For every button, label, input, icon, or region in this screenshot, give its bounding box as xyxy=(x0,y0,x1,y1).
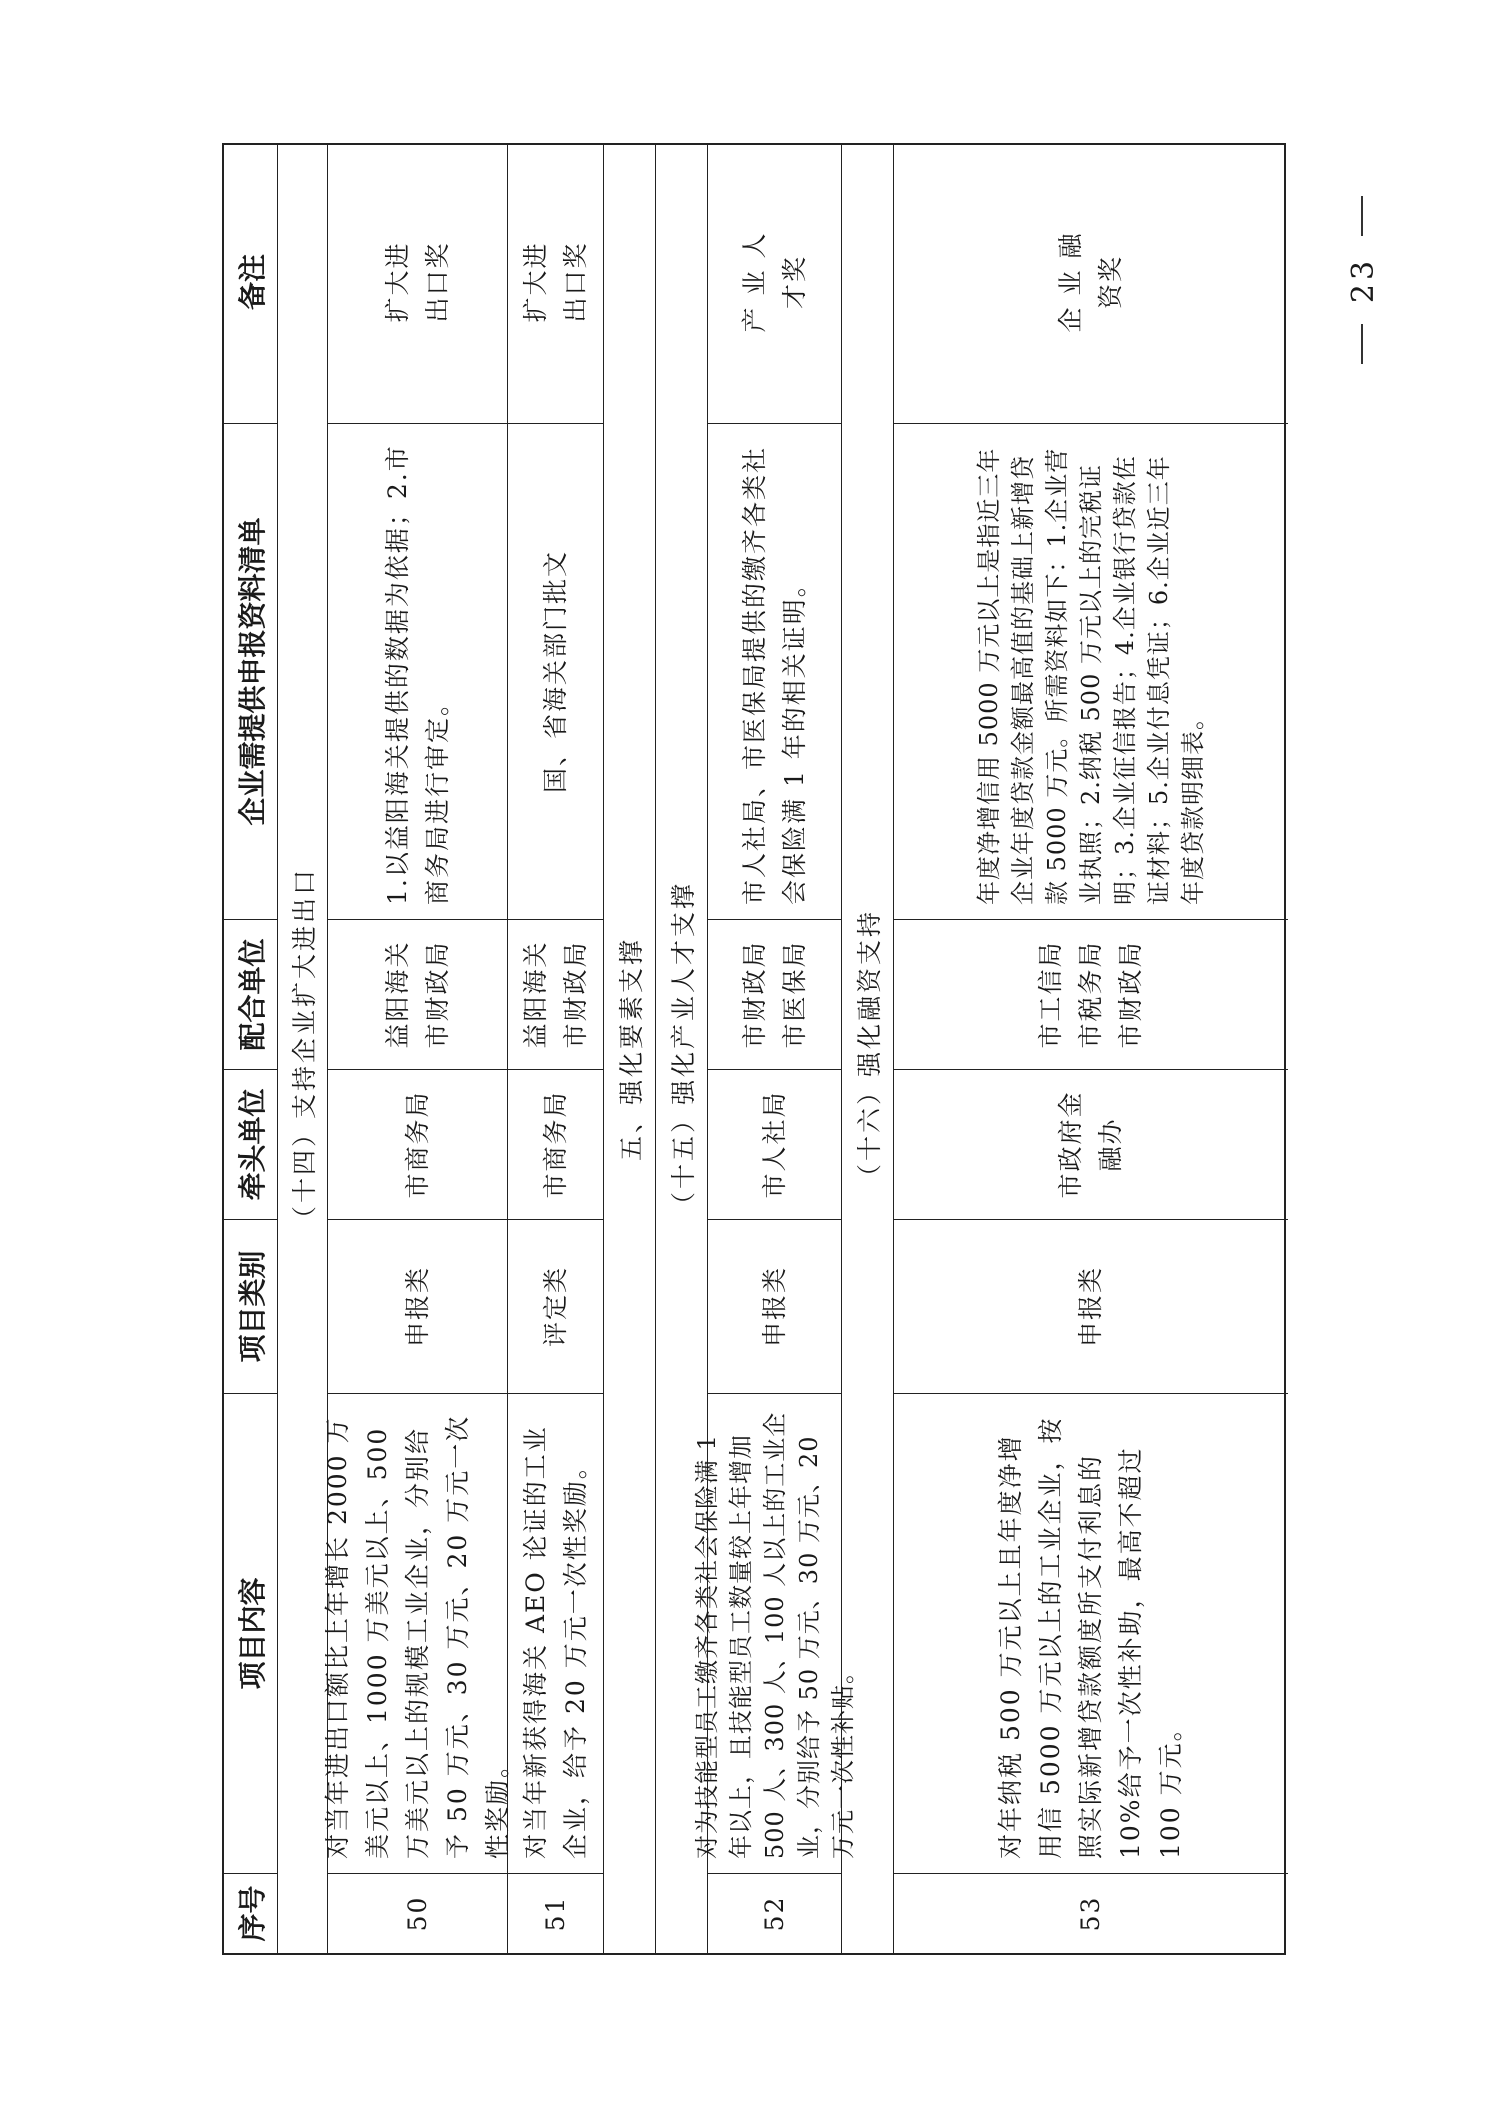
cell-remarks: 产 业 人 才奖 xyxy=(739,231,809,333)
section-row-5 xyxy=(604,145,656,1953)
cell-remarks: 扩大进 出口奖 xyxy=(382,241,452,323)
cell-category: 申报类 xyxy=(708,1219,841,1393)
cell-materials: 年度净增信用 5000 万元以上是指近三年企业年度贷款金额最高值的基础上新增贷款 5000 万元。所需资料如下：1.企业营业执照；2.纳税 500 万元以上的完税证明；3.企业征信报告；4.企业银行贷款佐证材料；5.企业付息凭证；6.企业近三年年度贷款明细表。 xyxy=(894,423,1288,919)
col-header-content: 项目内容 xyxy=(224,1393,277,1873)
section-row-16 xyxy=(842,145,894,1953)
cell-lead: 市政府金 融办 xyxy=(894,1069,1288,1219)
table-header-row xyxy=(224,145,278,1953)
col-header-cooperate: 配合单位 xyxy=(224,919,277,1069)
cell-no: 52 xyxy=(708,1873,841,1953)
col-header-remarks: 备注 xyxy=(235,254,269,311)
policy-table xyxy=(222,143,1286,1955)
cell-lead: 市商务局 xyxy=(328,1069,507,1219)
page-number: 23 xyxy=(1345,256,1381,304)
page-number-dash-top xyxy=(1361,196,1363,236)
section-title-16: （十六）强化融资支持 xyxy=(854,909,884,1190)
cell-cooperate: 市工信局 市税务局 市财政局 xyxy=(894,919,1288,1069)
section-title-5: 五、强化要素支撑 xyxy=(616,937,646,1162)
table-row-51 xyxy=(508,145,604,1953)
cell-content: 对当年进出口额比上年增长 2000 万美元以上、1000 万美元以上、500 万美元以上的规模工业企业，分别给予 50 万元、30 万元、20 万元一次性奖励。 xyxy=(328,1393,507,1873)
cell-materials: 国、省海关部门批文 xyxy=(508,423,603,919)
cell-lead: 市人社局 xyxy=(708,1069,841,1219)
cell-cooperate: 市财政局 市医保局 xyxy=(708,919,841,1069)
cell-materials: 1.以益阳海关提供的数据为依据；2.市商务局进行审定。 xyxy=(328,423,507,919)
cell-lead: 市商务局 xyxy=(508,1069,603,1219)
cell-content: 对为技能型员工缴齐各类社会保险满 1 年以上，且技能型员工数量较上年增加 500 人、300 人、100 人以上的工业企业，分别给予 50 万元、30 万元、20 万元一次性补贴。 xyxy=(708,1393,841,1873)
col-header-materials: 企业需提供申报资料清单 xyxy=(224,423,277,919)
cell-content: 对当年新获得海关 AEO 论证的工业企业，给予 20 万元一次性奖励。 xyxy=(508,1393,603,1873)
cell-materials: 市人社局、市医保局提供的缴齐各类社会保险满 1 年的相关证明。 xyxy=(708,423,841,919)
cell-no: 53 xyxy=(894,1873,1288,1953)
cell-content: 对年纳税 500 万元以上且年度净增用信 5000 万元以上的工业企业，按照实际新增贷款额度所支付利息的 10%给予一次性补助，最高不超过100 万元。 xyxy=(894,1393,1288,1873)
cell-remarks: 企 业 融 资奖 xyxy=(1056,231,1125,333)
cell-category: 申报类 xyxy=(328,1219,507,1393)
cell-remarks: 扩大进 出口奖 xyxy=(520,241,590,323)
col-header-lead: 牵头单位 xyxy=(224,1069,277,1219)
table-row-50 xyxy=(322,145,512,1953)
col-header-no: 序号 xyxy=(224,1873,277,1953)
cell-cooperate: 益阳海关 市财政局 xyxy=(508,919,603,1069)
section-title-15: （十五）强化产业人才支撑 xyxy=(668,881,698,1218)
cell-no: 50 xyxy=(328,1873,507,1953)
col-header-category: 项目类别 xyxy=(224,1219,277,1393)
section-title-14: （十四）支持企业扩大进出口 xyxy=(289,867,319,1232)
cell-cooperate: 益阳海关 市财政局 xyxy=(328,919,507,1069)
page-number-dash-bottom xyxy=(1361,324,1363,364)
table-row-52 xyxy=(692,145,857,1953)
cell-category: 申报类 xyxy=(894,1219,1288,1393)
cell-category: 评定类 xyxy=(508,1219,603,1393)
table-row-53 xyxy=(894,145,1288,1953)
cell-no: 51 xyxy=(508,1873,603,1953)
